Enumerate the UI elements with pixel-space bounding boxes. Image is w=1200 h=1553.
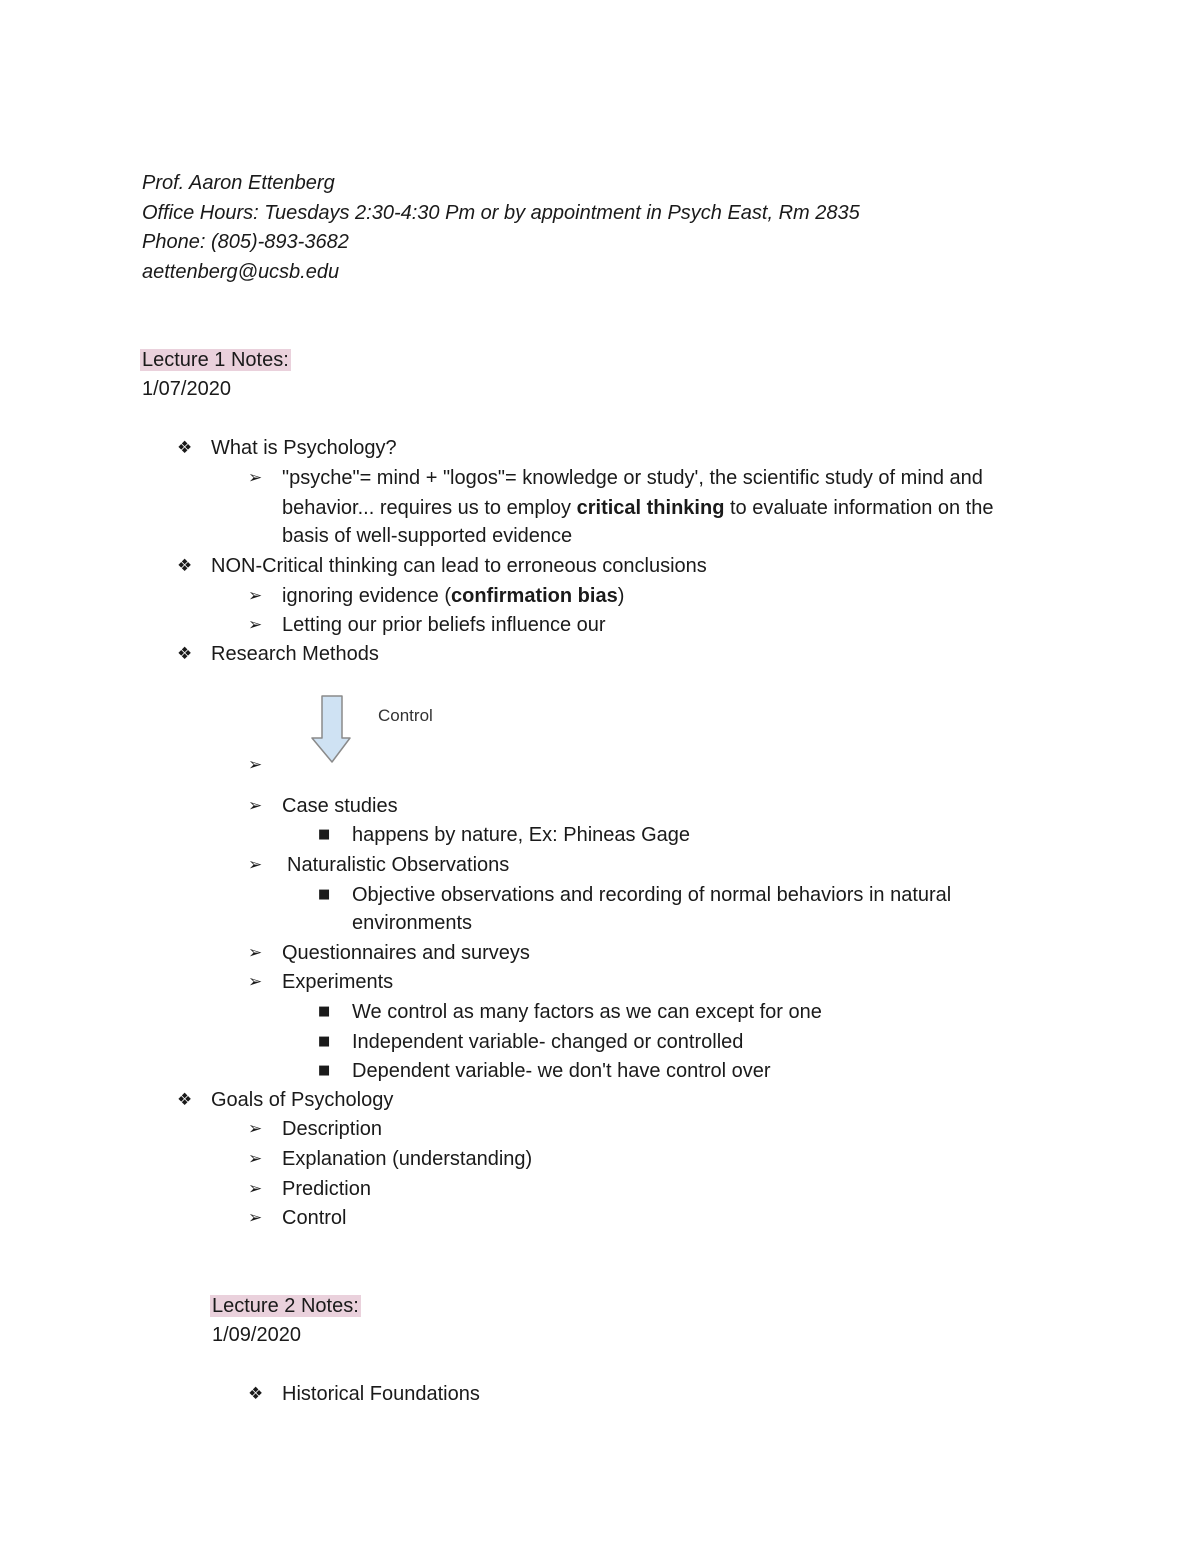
bullet-arrow-icon: ➢ (248, 972, 263, 992)
bullet-arrow-icon: ➢ (248, 1119, 263, 1139)
bullet-square-icon: ■ (318, 887, 331, 902)
bullet-arrow-icon: ➢ (248, 1149, 263, 1169)
lecture2-date: 1/09/2020 (212, 1324, 301, 1346)
email-address: aettenberg@ucsb.edu (142, 261, 340, 283)
experiments-detail-1: We control as many factors as we can except for one (352, 1001, 822, 1023)
bullet-diamond-icon: ❖ (177, 438, 193, 458)
definition-line-1: "psyche"= mind + "logos"= knowledge or study', the scientific study of mind and (282, 467, 983, 489)
goal-control: Control (282, 1207, 347, 1229)
research-methods: Research Methods (211, 643, 379, 665)
historical-foundations: Historical Foundations (282, 1383, 480, 1405)
professor-name: Prof. Aaron Ettenberg (142, 172, 335, 194)
naturalistic-detail-line-1: Objective observations and recording of normal behaviors in natural (352, 884, 952, 906)
bullet-arrow-icon: ➢ (248, 855, 263, 875)
goal-prediction: Prediction (282, 1178, 371, 1200)
bullet-arrow-icon: ➢ (248, 615, 263, 635)
naturalistic-observations: Naturalistic Observations (287, 854, 510, 876)
control-arrow-figure (308, 694, 448, 766)
bullet-arrow-icon: ➢ (248, 468, 263, 488)
bullet-arrow-icon: ➢ (248, 755, 263, 775)
bullet-arrow-icon: ➢ (248, 1208, 263, 1228)
ignoring-evidence: ignoring evidence (confirmation bias) (282, 585, 625, 607)
goals-of-psychology: Goals of Psychology (211, 1089, 394, 1111)
letting-prior-beliefs: Letting our prior beliefs influence our (282, 614, 606, 636)
phone-number: Phone: (805)-893-3682 (142, 231, 349, 253)
experiments: Experiments (282, 971, 394, 993)
bullet-arrow-icon: ➢ (248, 586, 263, 606)
bullet-diamond-icon: ❖ (177, 1090, 193, 1110)
lecture1-heading: Lecture 1 Notes: (142, 349, 289, 371)
bullet-square-icon: ■ (318, 1063, 331, 1078)
bullet-diamond-icon: ❖ (177, 644, 193, 664)
what-is-psychology: What is Psychology? (211, 437, 397, 459)
figure-label-control: Control (378, 706, 433, 725)
bullet-arrow-icon: ➢ (248, 796, 263, 816)
case-studies: Case studies (282, 795, 398, 817)
bullet-arrow-icon: ➢ (248, 1179, 263, 1199)
lecture2-heading: Lecture 2 Notes: (212, 1295, 359, 1317)
office-hours: Office Hours: Tuesdays 2:30-4:30 Pm or by appointment in Psych East, Rm 2835 (142, 202, 860, 224)
experiments-detail-3: Dependent variable- we don't have control over (352, 1060, 771, 1082)
definition-line-2: behavior... requires us to employ critical thinking to evaluate information on the (282, 497, 994, 519)
non-critical-thinking: NON-Critical thinking can lead to erroneous conclusions (211, 555, 707, 577)
questionnaires-surveys: Questionnaires and surveys (282, 942, 530, 964)
goal-explanation: Explanation (understanding) (282, 1148, 533, 1170)
goal-description: Description (282, 1118, 383, 1140)
case-studies-detail: happens by nature, Ex: Phineas Gage (352, 824, 691, 846)
definition-line-3: basis of well-supported evidence (282, 525, 573, 547)
down-arrow-icon (312, 696, 350, 762)
bullet-square-icon: ■ (318, 1004, 331, 1019)
bullet-diamond-icon: ❖ (177, 556, 193, 576)
bullet-diamond-icon: ❖ (248, 1384, 264, 1404)
bullet-square-icon: ■ (318, 1034, 331, 1049)
bullet-arrow-icon: ➢ (248, 943, 263, 963)
experiments-detail-2: Independent variable- changed or controlled (352, 1031, 744, 1053)
lecture1-date: 1/07/2020 (142, 378, 231, 400)
bullet-square-icon: ■ (318, 827, 331, 842)
naturalistic-detail-line-2: environments (352, 912, 473, 934)
